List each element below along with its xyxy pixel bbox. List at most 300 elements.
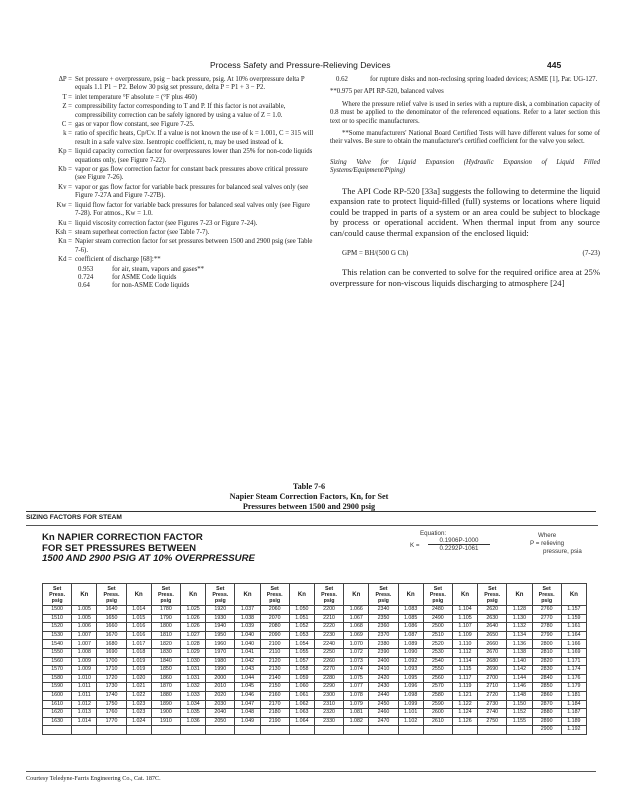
set-pressure-cell: 2690 [478,666,507,675]
set-pressure-cell: 1650 [97,614,126,623]
set-pressure-cell: 2050 [206,717,235,726]
kn-cell: 1.090 [398,648,423,657]
kn-cell: 1.007 [72,640,97,649]
coefficient-list [48,266,314,291]
set-pressure-cell: 2500 [423,623,452,632]
table-row [43,648,587,657]
definition-text: Napier steam correction factor for set pressures between 1500 and 2900 psig (see Table 7-6). [75,238,313,254]
kn-cell: 1.043 [235,666,260,675]
definition-symbol: C = [61,121,72,129]
set-pressure-cell: 1590 [43,683,72,692]
kn-cell: 1.063 [289,709,314,718]
set-pressure-cell: 2100 [260,640,289,649]
kn-cell: 1.115 [452,666,477,675]
kn-cell: 1.161 [561,623,586,632]
definition-text: liquid viscosity correction factor (see Figures 7-23 or Figure 7-24). [75,219,258,227]
kn-cell: 1.166 [561,640,586,649]
kn-cell: 1.072 [344,648,369,657]
set-pressure-cell: 2070 [260,614,289,623]
header-set-pressure: Set Press. psig [314,584,343,606]
kn-cell: 1.059 [289,674,314,683]
kn-cell: 1.093 [398,666,423,675]
kn-cell: 1.181 [561,691,586,700]
kn-cell: 1.075 [344,674,369,683]
kn-cell: 1.052 [289,623,314,632]
set-pressure-cell [97,726,126,735]
page-number: 445 [547,60,562,70]
set-pressure-cell [423,726,452,735]
kn-cell: 1.109 [452,631,477,640]
kn-cell: 1.034 [181,700,206,709]
kn-cell: 1.128 [507,606,532,615]
kn-cell: 1.050 [289,606,314,615]
kn-cell: 1.164 [561,631,586,640]
kn-cell: 1.005 [72,606,97,615]
api-note: **0.975 per API RP-520, balanced valves [330,88,444,96]
kn-cell: 1.095 [398,674,423,683]
set-pressure-cell: 2390 [369,648,398,657]
kn-cell: 1.130 [507,614,532,623]
set-pressure-cell: 2850 [532,683,561,692]
set-pressure-cell: 1760 [97,709,126,718]
definition-symbol: Kn = [58,238,72,246]
header-set-pressure: Set Press. psig [532,584,561,606]
kn-cell: 1.044 [235,674,260,683]
set-pressure-cell: 2380 [369,640,398,649]
set-pressure-cell: 2010 [206,683,235,692]
kn-cell: 1.046 [235,691,260,700]
section-subheading: Sizing Valve for Liquid Expansion (Hydraulic Expansion of Liquid Filled Systems/Equipment/Piping) [330,158,600,175]
table-caption: Table 7-6 Napier Steam Correction Factors, Kn, for Set Pressures between 1500 and 2900 psig [229,482,389,511]
set-pressure-cell: 2330 [314,717,343,726]
kn-cell: 1.140 [507,657,532,666]
set-pressure-cell: 1890 [151,700,180,709]
set-pressure-cell: 1750 [97,700,126,709]
kn-cell: 1.086 [398,623,423,632]
set-pressure-cell: 1520 [43,623,72,632]
kn-cell: 1.187 [561,709,586,718]
set-pressure-cell: 1710 [97,666,126,675]
kn-cell: 1.023 [126,709,151,718]
set-pressure-cell: 1940 [206,623,235,632]
equation-7-23 [330,249,600,257]
set-pressure-cell: 2310 [314,700,343,709]
nb-paragraph: **Some manufacturers' National Board Certified Tests will have different values for some of their valves. Be sure to obtain the manufacturer's certified coefficient for the valve you select. [330,130,600,146]
set-pressure-cell: 2000 [206,674,235,683]
kn-cell: 1.042 [235,657,260,666]
kn-cell: 1.013 [72,709,97,718]
set-pressure-cell: 1670 [97,631,126,640]
kn-cell: 1.017 [126,640,151,649]
definition-item [48,202,314,219]
kn-cell: 1.027 [181,631,206,640]
set-pressure-cell: 2210 [314,614,343,623]
kn-cell: 1.014 [126,606,151,615]
set-pressure-cell: 2460 [369,709,398,718]
set-pressure-cell: 1720 [97,674,126,683]
set-pressure-cell: 1700 [97,657,126,666]
set-pressure-cell: 2860 [532,691,561,700]
set-pressure-cell: 1810 [151,631,180,640]
kn-cell: 1.058 [289,666,314,675]
kn-cell: 1.107 [452,623,477,632]
equation-number: (7-23) [582,248,600,257]
kn-cell: 1.064 [289,717,314,726]
kn-cell: 1.179 [561,683,586,692]
set-pressure-cell: 2720 [478,691,507,700]
header-kn: Kn [235,584,260,606]
header-kn: Kn [398,584,423,606]
coefficient-item [78,282,314,290]
kn-cell: 1.089 [398,640,423,649]
set-pressure-cell: 2150 [260,683,289,692]
set-pressure-cell: 2710 [478,683,507,692]
running-title: Process Safety and Pressure-Relieving Devices [210,60,391,70]
kn-cell: 1.101 [398,709,423,718]
kn-cell: 1.026 [181,614,206,623]
set-pressure-cell: 2240 [314,640,343,649]
set-pressure-cell: 2560 [423,674,452,683]
set-pressure-cell: 2630 [478,614,507,623]
kn-cell: 1.039 [235,623,260,632]
kn-cell: 1.028 [181,640,206,649]
definition-symbol: Z = [62,103,72,111]
set-pressure-cell: 2900 [532,726,561,735]
set-pressure-cell: 1960 [206,640,235,649]
kn-cell [398,726,423,735]
set-pressure-cell: 2800 [532,640,561,649]
set-pressure-cell: 1620 [43,709,72,718]
kn-cell: 1.016 [126,631,151,640]
kn-cell: 1.176 [561,674,586,683]
set-pressure-cell [151,726,180,735]
set-pressure-cell: 2260 [314,657,343,666]
kn-cell: 1.023 [126,700,151,709]
header-set-pressure: Set Press. psig [423,584,452,606]
kn-cell [452,726,477,735]
header-set-pressure: Set Press. psig [369,584,398,606]
definition-symbol: Kw = [56,201,72,209]
set-pressure-cell: 1740 [97,691,126,700]
set-pressure-cell: 2600 [423,709,452,718]
kn-cell: 1.006 [72,623,97,632]
kn-cell: 1.021 [126,683,151,692]
set-pressure-cell: 2790 [532,631,561,640]
kn-cell: 1.121 [452,691,477,700]
kn-cell: 1.033 [181,691,206,700]
set-pressure-cell: 1920 [206,606,235,615]
definition-item [48,238,314,255]
definition-item [48,121,314,129]
kn-cell: 1.019 [126,666,151,675]
table-row [43,640,587,649]
table-row [43,674,587,683]
coefficient-item [78,274,314,282]
set-pressure-cell: 1970 [206,648,235,657]
kn-cell: 1.096 [398,683,423,692]
table-row [43,717,587,726]
kn-cell: 1.015 [126,614,151,623]
kn-cell: 1.029 [181,648,206,657]
definition-item [48,256,314,264]
set-pressure-cell: 2470 [369,717,398,726]
kn-cell: 1.061 [289,691,314,700]
definition-symbol: ΔP = [58,76,72,83]
header-set-pressure: Set Press. psig [206,584,235,606]
set-pressure-cell: 2320 [314,709,343,718]
kn-cell: 1.011 [72,683,97,692]
kn-cell: 1.018 [126,648,151,657]
definition-list [48,76,314,265]
kn-cell [289,726,314,735]
definition-text: liquid capacity correction factor for overpressures lower than 25% for non-code liquids equations only, (see Figure 7-22). [75,148,313,164]
set-pressure-cell: 1560 [43,657,72,666]
definition-symbol: Kp = [58,148,72,156]
kn-cell: 1.159 [561,614,586,623]
header-kn: Kn [452,584,477,606]
set-pressure-cell: 2080 [260,623,289,632]
coefficient-value: 0.64 [78,282,90,290]
kn-cell [235,726,260,735]
kn-cell: 1.035 [181,709,206,718]
kn-cell [181,726,206,735]
table-row [43,691,587,700]
set-pressure-cell [260,726,289,735]
kn-cell: 1.073 [344,657,369,666]
definition-item [48,76,314,93]
api-paragraph: The API Code RP-520 [33a] suggests the following to determine the liquid expansion rate to protect liquid-filled (full) systems or locations where liquid could be trapped in parts of a system or an area could be subject to blockage by process or operational accident. When thermal input from any source can/could cause thermal expansion of the enclosed liquid: [330,185,600,239]
set-pressure-cell: 1990 [206,666,235,675]
kn-cell: 1.155 [507,717,532,726]
set-pressure-cell: 2060 [260,606,289,615]
kn-cell: 1.083 [398,606,423,615]
left-column [48,76,314,291]
definition-item [48,103,314,120]
table-row [43,614,587,623]
set-pressure-cell: 2180 [260,709,289,718]
definition-item [48,148,314,165]
kn-cell: 1.011 [72,691,97,700]
definition-symbol: T = [62,93,72,101]
coefficient-value: 0.724 [78,273,94,281]
definition-symbol: Ku = [58,219,72,227]
set-pressure-cell: 1510 [43,614,72,623]
kn-cell: 1.022 [126,691,151,700]
equation-text: GPM = BH/(500 G Ch) [342,248,409,257]
header-set-pressure: Set Press. psig [151,584,180,606]
set-pressure-cell: 2480 [423,606,452,615]
definition-text: compressibility factor corresponding to T and P. If this factor is not available, compressibility correction can be safely ignored by using a value of Z = 1.0. [75,103,286,119]
table-row [43,726,587,735]
kn-cell: 1.026 [181,623,206,632]
definition-item [48,220,314,228]
kn-cell: 1.079 [344,700,369,709]
kn-cell: 1.057 [289,657,314,666]
kn-cell: 1.124 [452,709,477,718]
definition-text: coefficient of discharge [68]:** [75,256,161,264]
kn-cell: 1.134 [507,631,532,640]
definition-symbol: Kb = [58,166,72,174]
set-pressure-cell: 2580 [423,691,452,700]
set-pressure-cell: 2780 [532,623,561,632]
header-set-pressure: Set Press. psig [478,584,507,606]
table-row [43,709,587,718]
definition-text: ratio of specific heats, Cp/Cv. If a value is not known the use of k = 1.001, C = 315 will result in a safe valve size. Isentropic coefficient, n, may be used instead of k. [75,130,314,146]
set-pressure-cell: 1530 [43,631,72,640]
definition-text: vapor or gas flow correction factor for constant back pressures above critical pressure (see Figure 7-26). [75,166,308,182]
kn-cell: 1.104 [452,606,477,615]
kn-cell: 1.016 [126,623,151,632]
kn-cell: 1.150 [507,700,532,709]
kn-cell: 1.024 [126,717,151,726]
kn-cell: 1.036 [181,717,206,726]
header-kn: Kn [289,584,314,606]
kn-cell: 1.007 [72,631,97,640]
set-pressure-cell: 1780 [151,606,180,615]
set-pressure-cell: 2230 [314,631,343,640]
set-pressure-cell: 1840 [151,657,180,666]
kn-cell: 1.087 [398,631,423,640]
set-pressure-cell: 2290 [314,683,343,692]
section-label: SIZING FACTORS FOR STEAM [26,511,596,521]
set-pressure-cell [43,726,72,735]
set-pressure-cell: 1860 [151,674,180,683]
set-pressure-cell: 2360 [369,623,398,632]
set-pressure-cell: 1580 [43,674,72,683]
box-title: Kn NAPIER CORRECTION FACTOR FOR SET PRESSURES BETWEEN 1500 AND 2900 PSIG AT 10% OVERPRESSURE [42,532,255,565]
table-row [43,700,587,709]
set-pressure-cell: 1570 [43,666,72,675]
set-pressure-cell: 2270 [314,666,343,675]
coefficient-text: for non-ASME Code liquids [112,282,190,290]
set-pressure-cell: 2350 [369,614,398,623]
header-set-pressure: Set Press. psig [260,584,289,606]
set-pressure-cell: 1870 [151,683,180,692]
kn-cell [344,726,369,735]
set-pressure-cell: 1690 [97,648,126,657]
set-pressure-cell: 2650 [478,631,507,640]
set-pressure-cell: 2870 [532,700,561,709]
set-pressure-cell: 2840 [532,674,561,683]
set-pressure-cell: 2540 [423,657,452,666]
coefficient-value: 0.953 [78,265,94,273]
set-pressure-cell: 2450 [369,700,398,709]
kn-cell: 1.189 [561,717,586,726]
kn-cell: 1.138 [507,648,532,657]
table-row [43,683,587,692]
set-pressure-cell: 2570 [423,683,452,692]
set-pressure-cell: 1880 [151,691,180,700]
kn-cell: 1.054 [289,640,314,649]
kn-cell: 1.102 [398,717,423,726]
kn-cell: 1.062 [289,700,314,709]
kn-cell: 1.009 [72,666,97,675]
definition-item [48,130,314,147]
kn-cell: 1.038 [235,614,260,623]
set-pressure-cell: 2550 [423,666,452,675]
set-pressure-cell: 2740 [478,709,507,718]
set-pressure-cell: 1950 [206,631,235,640]
set-pressure-cell: 2730 [478,700,507,709]
kn-cell: 1.055 [289,648,314,657]
table-header-row [43,584,587,606]
kn-cell: 1.074 [344,666,369,675]
kn-cell: 1.152 [507,709,532,718]
set-pressure-cell: 2370 [369,631,398,640]
set-pressure-cell: 1930 [206,614,235,623]
kn-cell: 1.066 [344,606,369,615]
header-kn: Kn [126,584,151,606]
kn-cell: 1.012 [72,700,97,709]
kn-cell: 1.192 [561,726,586,735]
set-pressure-cell: 1980 [206,657,235,666]
set-pressure-cell: 2340 [369,606,398,615]
kn-cell: 1.184 [561,700,586,709]
kn-cell: 1.030 [181,657,206,666]
set-pressure-cell: 1640 [97,606,126,615]
definition-item [48,166,314,183]
table-row [43,666,587,675]
set-pressure-cell: 2640 [478,623,507,632]
kn-cell: 1.031 [181,666,206,675]
kn-cell: 1.148 [507,691,532,700]
kn-cell: 1.132 [507,623,532,632]
coefficient-item [78,266,314,274]
definition-symbol: Ksh = [55,228,72,236]
kn-cell: 1.014 [72,717,97,726]
kn-cell: 1.037 [235,606,260,615]
set-pressure-cell: 2670 [478,648,507,657]
set-pressure-cell: 2700 [478,674,507,683]
kn-cell: 1.025 [181,606,206,615]
coefficient-text: for air, steam, vapors and gases** [112,265,205,273]
kn-cell: 1.020 [126,674,151,683]
set-pressure-cell [369,726,398,735]
definition-text: gas or vapor flow constant, see Figure 7-25. [75,121,195,129]
kn-cell: 1.067 [344,614,369,623]
kn-cell: 1.053 [289,631,314,640]
set-pressure-cell [314,726,343,735]
kn-cell: 1.098 [398,691,423,700]
definition-text: steam superheat correction factor (see Table 7-7). [75,228,210,236]
set-pressure-cell: 2610 [423,717,452,726]
napier-table [42,583,587,735]
header-set-pressure: Set Press. psig [97,584,126,606]
set-pressure-cell: 1790 [151,614,180,623]
kn-cell: 1.040 [235,631,260,640]
kn-cell: 1.169 [561,648,586,657]
set-pressure-cell: 2760 [532,606,561,615]
kn-cell: 1.144 [507,674,532,683]
kn-cell: 1.049 [235,717,260,726]
set-pressure-cell: 2120 [260,657,289,666]
set-pressure-cell: 2510 [423,631,452,640]
set-pressure-cell: 1540 [43,640,72,649]
definition-item [48,184,314,201]
kn-cell [507,726,532,735]
set-pressure-cell: 2280 [314,674,343,683]
set-pressure-cell: 2250 [314,648,343,657]
definition-symbol: Kv = [58,183,72,191]
kn-cell: 1.081 [344,709,369,718]
definition-item [48,229,314,237]
table-row [43,657,587,666]
set-pressure-cell: 2430 [369,683,398,692]
set-pressure-cell: 1770 [97,717,126,726]
kn-cell: 1.157 [561,606,586,615]
set-pressure-cell: 1850 [151,666,180,675]
set-pressure-cell: 2020 [206,691,235,700]
